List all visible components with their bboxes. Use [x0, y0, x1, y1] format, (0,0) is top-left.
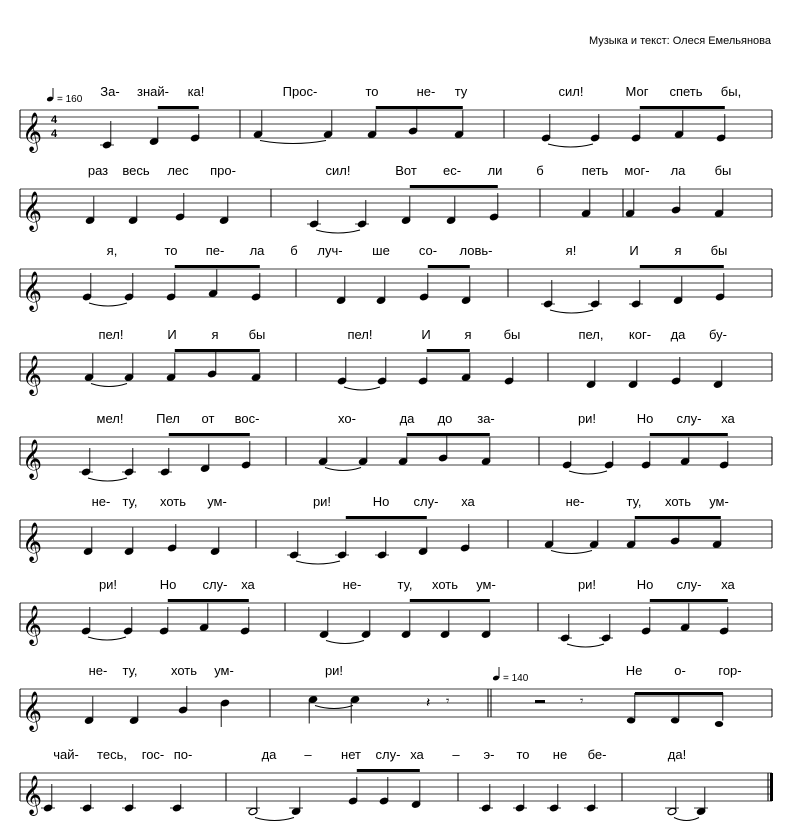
lyric-syllable: я, [106, 243, 118, 258]
lyric-syllable: ри! [312, 494, 332, 509]
lyric-syllable: ри! [324, 663, 344, 678]
lyric-syllable: пел! [98, 327, 124, 342]
lyric-syllable: со- [418, 243, 438, 258]
tie [567, 644, 604, 647]
lyric-syllable: бы [710, 243, 728, 258]
beam [428, 265, 470, 268]
lyric-syllable: слу- [202, 577, 228, 592]
lyric-syllable: Но [636, 577, 654, 592]
beam [158, 106, 199, 109]
lyric-syllable: Но [636, 411, 654, 426]
lyric-syllable: я [464, 327, 472, 342]
lyric-syllable: ше [372, 243, 390, 258]
lyric-syllable: ког- [628, 327, 652, 342]
lyric-syllable: хоть [664, 494, 692, 509]
lyric-syllable: Прос- [282, 84, 318, 99]
lyric-syllable: ум- [709, 494, 729, 509]
lyric-syllable: ту, [122, 494, 138, 509]
lyric-syllable: И [167, 327, 177, 342]
lyric-syllable: Мог [625, 84, 649, 99]
staff-system [20, 663, 772, 732]
lyric-syllable: Но [372, 494, 390, 509]
staff-system [20, 327, 772, 396]
lyric-syllable: бы [248, 327, 266, 342]
tie [315, 706, 353, 709]
treble-clef-icon: 𝄞 [22, 692, 43, 730]
tie [255, 818, 294, 821]
tie [569, 471, 607, 474]
treble-clef-icon: 𝄞 [22, 192, 43, 230]
lyric-syllable: за- [477, 411, 495, 426]
lyric-syllable: – [452, 747, 460, 762]
lyric-syllable: не- [565, 494, 585, 509]
lyric-syllable: не- [91, 494, 111, 509]
lyric-syllable: За- [100, 84, 120, 99]
staff-system [20, 747, 773, 821]
lyric-syllable: да [399, 411, 415, 426]
lyric-syllable: тесь, [97, 747, 127, 762]
lyric-syllable: то [365, 84, 379, 99]
lyric-syllable: петь [581, 163, 609, 178]
tie [316, 230, 360, 233]
tie [550, 310, 593, 313]
beam [376, 106, 463, 109]
lyric-syllable: ха [241, 577, 255, 592]
lyric-syllable: не- [342, 577, 362, 592]
lyric-syllable: хоть [170, 663, 198, 678]
tie [88, 637, 126, 640]
lyric-syllable: ла [670, 163, 686, 178]
lyric-syllable: гос- [141, 747, 165, 762]
lyric-syllable: б [290, 243, 298, 258]
lyric-syllable: да [261, 747, 277, 762]
lyric-syllable: мог- [624, 163, 650, 178]
lyric-syllable: хоть [159, 494, 187, 509]
tempo-mark [46, 88, 83, 105]
lyric-syllable: ла [249, 243, 265, 258]
lyric-syllable: Но [159, 577, 177, 592]
lyric-syllable: ту [454, 84, 468, 99]
treble-clef-icon: 𝄞 [22, 776, 43, 814]
lyric-syllable: гор- [718, 663, 742, 678]
lyric-syllable: нет [341, 747, 361, 762]
lyric-syllable: бу- [709, 327, 727, 342]
beam [410, 185, 498, 188]
lyric-syllable: ри! [577, 411, 597, 426]
staff-system [20, 577, 772, 647]
lyric-syllable: пел, [578, 327, 604, 342]
tie [260, 141, 326, 144]
eighth-rest-icon: 𝄾 [446, 693, 450, 708]
time-signature-numerator: 4 [50, 114, 58, 126]
treble-clef-icon: 𝄞 [22, 272, 43, 310]
lyric-syllable: про- [210, 163, 236, 178]
lyric-syllable: э- [483, 747, 495, 762]
lyric-syllable: слу- [676, 577, 702, 592]
lyric-syllable: И [629, 243, 639, 258]
lyric-syllable: хо- [338, 411, 356, 426]
lyric-syllable: ум- [476, 577, 496, 592]
tie [325, 468, 361, 471]
treble-clef-icon: 𝄞 [22, 606, 43, 644]
lyric-syllable: б [536, 163, 544, 178]
tie [674, 818, 699, 821]
treble-clef-icon: 𝄞 [22, 356, 43, 394]
staff-system [20, 243, 772, 313]
lyric-syllable: ту, [122, 663, 138, 678]
lyric-syllable: я [211, 327, 219, 342]
beam [650, 599, 728, 602]
lyric-syllable: пе- [205, 243, 225, 258]
staff-system [20, 494, 772, 564]
lyric-syllable: ловь- [459, 243, 493, 258]
note-head [627, 718, 635, 724]
lyric-syllable: не [552, 747, 568, 762]
lyric-syllable: ха [721, 411, 735, 426]
lyric-syllable: ту, [397, 577, 413, 592]
lyric-syllable: ум- [207, 494, 227, 509]
lyric-syllable: пел! [347, 327, 373, 342]
quarter-rest-icon: 𝄽 [426, 694, 431, 710]
lyric-syllable: ум- [214, 663, 234, 678]
lyric-syllable: бы [714, 163, 732, 178]
lyric-syllable: слу- [676, 411, 702, 426]
tie [91, 384, 127, 387]
lyric-syllable: о- [674, 663, 686, 678]
lyric-syllable: да! [667, 747, 687, 762]
beam [175, 349, 260, 352]
lyric-syllable: ли [487, 163, 503, 178]
beam [427, 349, 470, 352]
lyric-syllable: бы, [720, 84, 742, 99]
lyric-syllable: ка! [187, 84, 205, 99]
beam [175, 265, 260, 268]
lyric-syllable: спеть [669, 84, 703, 99]
lyric-syllable: ри! [577, 577, 597, 592]
tempo-value: = 140 [503, 673, 529, 684]
lyric-syllable: ха [461, 494, 475, 509]
tie [548, 144, 593, 147]
lyric-syllable: знай- [137, 84, 169, 99]
lyric-syllable: не- [416, 84, 436, 99]
lyric-syllable: раз [87, 163, 109, 178]
lyric-syllable: сил! [325, 163, 351, 178]
lyric-syllable: вос- [234, 411, 260, 426]
lyric-syllable: мел! [96, 411, 124, 426]
staff-system [20, 411, 772, 481]
beam [640, 265, 724, 268]
lyric-syllable: весь [122, 163, 150, 178]
lyric-syllable: от [201, 411, 215, 426]
treble-clef-icon: 𝄞 [22, 113, 43, 151]
tempo-mark [492, 667, 529, 684]
beam [640, 106, 725, 109]
lyric-syllable: И [421, 327, 431, 342]
beam [168, 599, 249, 602]
lyric-syllable: Не [625, 663, 643, 678]
lyric-syllable: то [164, 243, 178, 258]
lyric-syllable: по- [173, 747, 193, 762]
lyric-syllable: бе- [587, 747, 607, 762]
beam [407, 433, 490, 436]
tie [326, 641, 364, 644]
note-head [671, 718, 679, 724]
half-rest-icon [535, 700, 545, 703]
beam [346, 516, 427, 519]
lyric-syllable: сил! [558, 84, 584, 99]
beam [357, 769, 420, 772]
lyric-syllable: Пел [156, 411, 180, 426]
lyric-syllable: до [437, 411, 453, 426]
lyric-syllable: ха [721, 577, 735, 592]
tie [89, 303, 127, 306]
lyric-syllable: чай- [53, 747, 79, 762]
lyric-syllable: ри! [98, 577, 118, 592]
systems [20, 84, 773, 821]
staff-system [20, 163, 772, 233]
lyric-syllable: – [304, 747, 312, 762]
final-barline [770, 773, 773, 801]
composer-credit: Музыка и текст: Олеся Емельянова [588, 35, 771, 47]
tempo-value: = 160 [57, 94, 83, 105]
lyric-syllable: луч- [317, 243, 343, 258]
lyric-syllable: я [674, 243, 682, 258]
beam [169, 433, 250, 436]
lyric-syllable: слу- [375, 747, 401, 762]
time-signature-denominator: 4 [50, 128, 58, 140]
lyric-syllable: не- [88, 663, 108, 678]
lyric-syllable: слу- [413, 494, 439, 509]
beam [650, 433, 728, 436]
note-head [715, 721, 723, 727]
lyric-syllable: хоть [431, 577, 459, 592]
lyric-syllable: ха [410, 747, 424, 762]
beam [635, 516, 721, 519]
lyric-syllable: ес- [442, 163, 462, 178]
beam [410, 599, 490, 602]
lyric-syllable: лес [167, 163, 189, 178]
treble-clef-icon: 𝄞 [22, 440, 43, 478]
tie [551, 551, 592, 554]
lyric-syllable: бы [503, 327, 521, 342]
tie [344, 387, 380, 390]
lyric-syllable: я! [565, 243, 577, 258]
tie [88, 478, 127, 481]
treble-clef-icon: 𝄞 [22, 523, 43, 561]
lyric-syllable: да [670, 327, 686, 342]
lyric-syllable: то [516, 747, 530, 762]
eighth-rest-icon: 𝄾 [580, 693, 584, 708]
lyric-syllable: Вот [395, 163, 417, 178]
tie [296, 561, 340, 564]
staff-system [20, 84, 772, 153]
lyric-syllable: ту, [626, 494, 642, 509]
